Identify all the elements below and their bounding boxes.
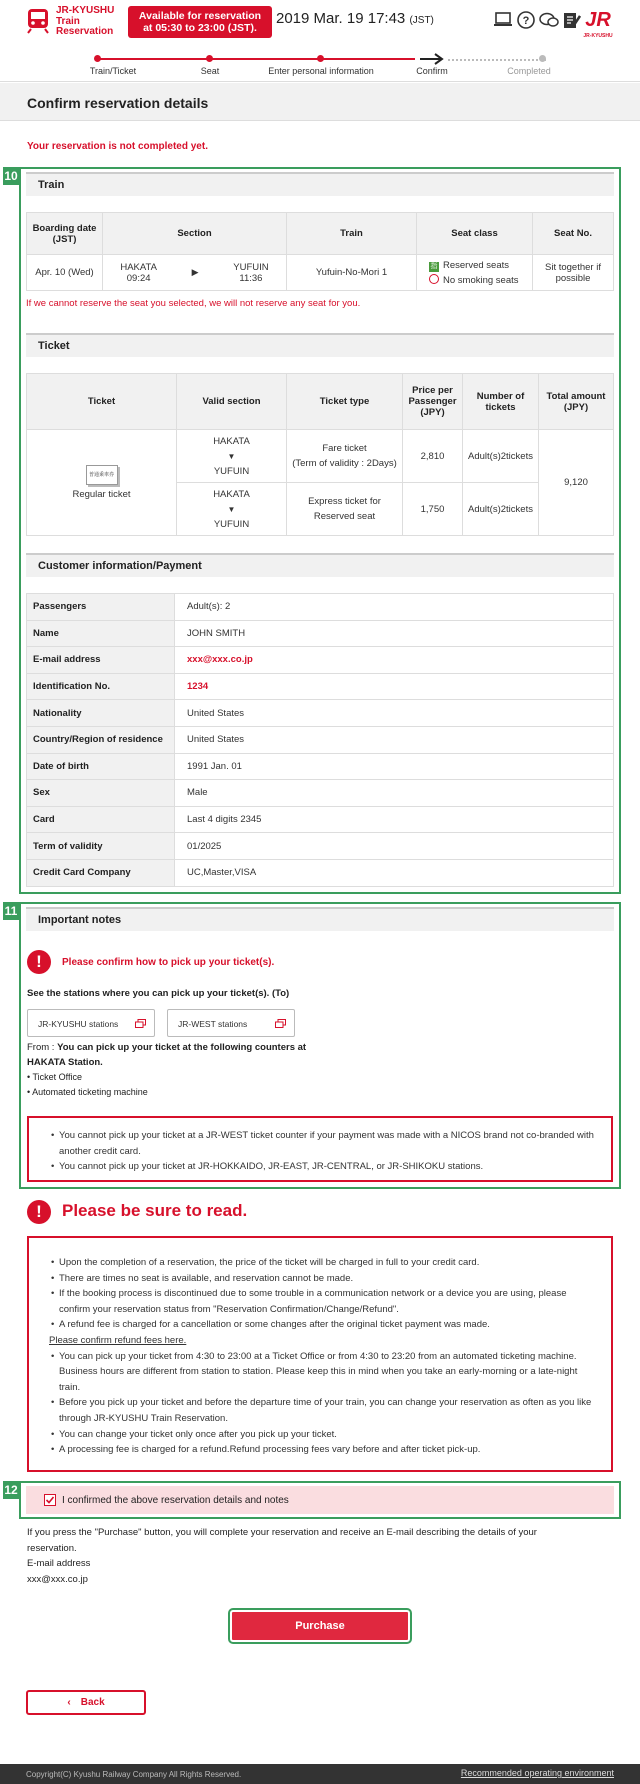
valid-section-1 [177,430,287,483]
logo-line-3: Reservation [56,26,114,37]
ticket-table [26,373,614,536]
direction-arrow-icon: ▶ [191,267,199,277]
cust-value: United States [175,726,614,753]
annotation-marker-11: 11 [4,904,18,918]
from-prefix: From : [27,1042,55,1053]
ticket-type-1-line-1: Fare ticket [322,443,367,454]
reserved-seat-icon: 指 [430,262,438,270]
purchase-button[interactable]: Purchase [230,1610,410,1642]
seat-no: Sit together if possible [533,255,614,291]
customer-row [27,594,614,621]
read-item-7: • You can change your ticket only once after you pick up your ticket. [49,1427,599,1443]
counter-1: Ticket Office [32,1072,83,1082]
pickup-warning-1: • You cannot pick up your ticket at a JR-WEST ticket counter if your payment was made with a NICOS brand not co-branded with another credit card. [49,1128,599,1159]
purchase-info-line-1: If you press the "Purchase" button, you will complete your reservation and receive an E-mail describing the details of your [27,1527,537,1538]
price-2: 1,750 [403,483,463,536]
ticket-row-1 [27,430,614,483]
back-label: Back [80,1697,105,1708]
confirm-checkbox-row[interactable] [26,1486,614,1514]
ticket-section-title: Ticket [38,340,70,352]
help-icon[interactable] [517,11,535,29]
step-dot-3 [317,55,324,62]
th-section: Section [103,213,287,255]
train-section [103,255,287,291]
not-completed-notice: Your reservation is not completed yet. [27,141,208,152]
jr-mark-icon [582,8,614,30]
customer-row [27,806,614,833]
cust-key: Date of birth [27,753,175,780]
ticket-section-header [26,333,614,357]
chat-icon[interactable] [539,12,559,28]
jr-kyushu-logo[interactable] [26,6,136,38]
purchase-info-line-2: reservation. [27,1542,77,1554]
train-section-title: Train [38,179,65,191]
cust-key: E-mail address [27,647,175,674]
step-label-4: Confirm [416,66,448,76]
step-dot-1 [94,55,101,62]
ticket-label: Regular ticket [72,489,131,500]
customer-row [27,859,614,886]
cust-value: UC,Master,VISA [175,859,614,886]
cust-value: 01/2025 [175,833,614,860]
from-line-1: You can pick up your ticket at the following counters at [57,1042,307,1053]
step-label-1: Train/Ticket [89,66,137,76]
west-btn-label: JR-WEST stations [178,1019,248,1029]
ticket-type-2 [287,483,403,536]
jr-logo-text: JR-KYUSHU [583,33,613,39]
read-item-4: • A refund fee is charged for a cancellation or some changes after the original ticket payment was made. [49,1317,599,1333]
footer [0,1764,640,1784]
train-seat-note: If we cannot reserve the seat you selected, we will not reserve any seat for you. [26,298,361,309]
read-item-5: • You can pick up your ticket from 4:30 to 23:00 at a Ticket Office or from 4:30 to 23:20 from an automated ticketing machine. Business hours are different from station to station. Please keep this in mind when you take an early-morning or a late-night train. [49,1349,599,1396]
seat-class-1: Reserved seats [443,259,510,271]
train-table [26,212,614,291]
num-tickets-2: Adult(s)2tickets [463,483,539,536]
to-station: YUFUIN [233,261,269,273]
customer-row [27,673,614,700]
cust-key: Nationality [27,700,175,727]
cust-value: Adult(s): 2 [175,594,614,621]
confirm-checkbox-label: I confirmed the above reservation details and notes [62,1495,289,1506]
boarding-date: Apr. 10 (Wed) [27,255,103,291]
email-value: xxx@xxx.co.jp [27,1573,88,1585]
cust-value: JOHN SMITH [175,620,614,647]
down-arrow-icon: ▼ [227,451,236,461]
cust-key: Identification No. [27,673,175,700]
step-remaining-line [448,59,546,61]
current-datetime [276,10,434,27]
from-station: HAKATA [120,261,157,273]
customer-section-header [26,553,614,577]
email-label: E-mail address [27,1558,91,1569]
step-dot-5 [539,55,546,62]
cust-key: Card [27,806,175,833]
warning-icon: ! [27,950,51,974]
popup-icon [275,1019,286,1030]
th-seat-class: Seat class [417,213,533,255]
valid-from-2: HAKATA [213,488,250,500]
ticket-type-2-line-2: Reserved seat [313,511,376,522]
pickup-from-text: From : You can pick up your ticket at the following counters at HAKATA Station. • Ticket Office • Automated ticketing machine [27,1042,307,1097]
cust-value: Male [175,780,614,807]
step-label-2: Seat [200,66,220,76]
train-row [27,255,614,291]
th-seat-no: Seat No. [533,213,614,255]
th-valid-section: Valid section [177,374,287,430]
to-time: 11:36 [239,272,263,284]
valid-to-2: YUFUIN [213,518,250,530]
th-train: Train [287,213,417,255]
cust-value: Last 4 digits 2345 [175,806,614,833]
customer-table [26,593,614,887]
notes-section-title: Important notes [38,914,122,926]
page-title-bar [0,83,640,121]
popup-icon [135,1019,146,1030]
cust-value-email: xxx@xxx.co.jp [175,647,614,674]
jr-logo[interactable] [582,8,614,39]
notes-section-header [26,907,614,931]
availability-line-1: Available for reservation [138,10,262,22]
cust-key: Credit Card Company [27,859,175,886]
cust-key: Term of validity [27,833,175,860]
down-arrow-icon: ▼ [227,504,236,514]
current-step-arrow-icon [420,53,446,65]
read-item-2: • There are times no seat is available, and reservation cannot be made. [49,1271,599,1287]
availability-line-2: at 05:30 to 23:00 (JST). [143,22,257,34]
cust-key: Country/Region of residence [27,726,175,753]
cust-key: Name [27,620,175,647]
pickup-confirm-text: Please confirm how to pick up your ticket(s). [62,957,275,968]
page-title: Confirm reservation details [27,95,209,111]
step-progress-line [97,58,415,60]
header-icons [493,10,581,30]
recommended-env-link[interactable]: Recommended operating environment [460,1768,614,1778]
ticket-image-icon: 普通乗車券 [86,465,118,485]
logo-line-1: JR-KYUSHU [56,5,115,16]
customer-section-title: Customer information/Payment [38,560,202,572]
seat-class [417,255,533,291]
check-icon [45,1495,55,1505]
train-icon [26,8,50,34]
valid-to-1: YUFUIN [213,465,250,477]
customer-row [27,780,614,807]
read-item-1: • Upon the completion of a reservation, the price of the ticket will be charged in full to your credit card. [49,1255,599,1271]
datetime-value: 2019 Mar. 19 17:43 [276,10,406,27]
read-item-8: • A processing fee is charged for a refund.Refund processing fees vary before and after ticket pick-up. [49,1442,599,1458]
back-chevron-icon: ‹ [67,1697,71,1708]
price-1: 2,810 [403,430,463,483]
num-tickets-1: Adult(s)2tickets [463,430,539,483]
customer-row [27,726,614,753]
train-section-header [26,172,614,196]
seat-class-2: No smoking seats [443,274,519,286]
read-item-6: • Before you pick up your ticket and before the departure time of your train, you can change your reservation as often as you like through JR-KYUSHU Train Reservation. [49,1395,599,1426]
th-total: Total amount (JPY) [539,374,614,430]
progress-steps [0,42,640,82]
train-name: Yufuin-No-Mori 1 [287,255,417,291]
from-time: 09:24 [126,272,151,284]
customer-row [27,833,614,860]
ticket-type-1 [287,430,403,483]
ticket-type-2-line-1: Express ticket for [308,496,381,507]
th-ticket-type: Ticket type [287,374,403,430]
step-dot-2 [206,55,213,62]
confirm-checkbox[interactable] [44,1494,56,1506]
from-line-2: HAKATA Station. [27,1057,103,1068]
customer-row [27,620,614,647]
pickup-warning-2: • You cannot pick up your ticket at JR-HOKKAIDO, JR-EAST, JR-CENTRAL, or JR-SHIKOKU stations. [49,1159,599,1175]
pickup-warning-box [27,1116,613,1182]
header [0,0,640,42]
pc-icon[interactable] [493,12,513,28]
cust-value-id: 1234 [175,673,614,700]
counter-2: Automated ticketing machine [32,1087,148,1097]
timezone-label: (JST) [409,15,434,26]
cust-value: 1991 Jan. 01 [175,753,614,780]
total-amount: 9,120 [539,430,614,536]
please-read-warning-icon: ! [27,1200,51,1224]
edit-icon[interactable] [563,11,581,29]
th-boarding-date: Boarding date (JST) [27,213,103,255]
customer-row [27,647,614,674]
th-price: Price per Passenger (JPY) [403,374,463,430]
purchase-info [27,1525,537,1587]
annotation-marker-10: 10 [4,169,18,183]
refund-fees-link[interactable]: Please confirm refund fees here. [49,1334,187,1346]
ticket-type-1-line-2: (Term of validity : 2Days) [292,458,397,469]
jr-west-stations-button[interactable] [167,1009,295,1037]
availability-badge [128,6,272,38]
copyright: Copyright(C) Kyushu Railway Company All Rights Reserved. [26,1770,242,1779]
customer-row [27,700,614,727]
please-read-title: Please be sure to read. [62,1201,248,1220]
cust-key: Sex [27,780,175,807]
see-stations-text: See the stations where you can pick up your ticket(s). (To) [27,988,290,999]
logo-line-2: Train [56,15,80,27]
ticket-kind [27,430,177,536]
cust-key: Passengers [27,594,175,621]
step-label-3: Enter personal information [268,66,374,76]
valid-section-2 [177,483,287,536]
annotation-marker-12: 12 [4,1483,18,1497]
read-item-3: • If the booking process is discontinued due to some trouble in a communication network or a device you are using, please confirm your reservation status from "Reservation Confirmation/Change/Refund". [49,1286,599,1317]
step-label-5: Completed [507,66,551,76]
please-read-box [27,1236,613,1472]
kyushu-btn-label: JR-KYUSHU stations [38,1019,119,1029]
th-ticket: Ticket [27,374,177,430]
jr-kyushu-stations-button[interactable] [27,1009,155,1037]
back-button[interactable] [26,1690,146,1715]
svg-text:JR: JR [585,9,611,30]
cust-value: United States [175,700,614,727]
customer-row [27,753,614,780]
no-smoking-icon [429,274,439,284]
svg-text:?: ? [522,15,530,27]
th-number: Number of tickets [463,374,539,430]
valid-from-1: HAKATA [213,435,250,447]
